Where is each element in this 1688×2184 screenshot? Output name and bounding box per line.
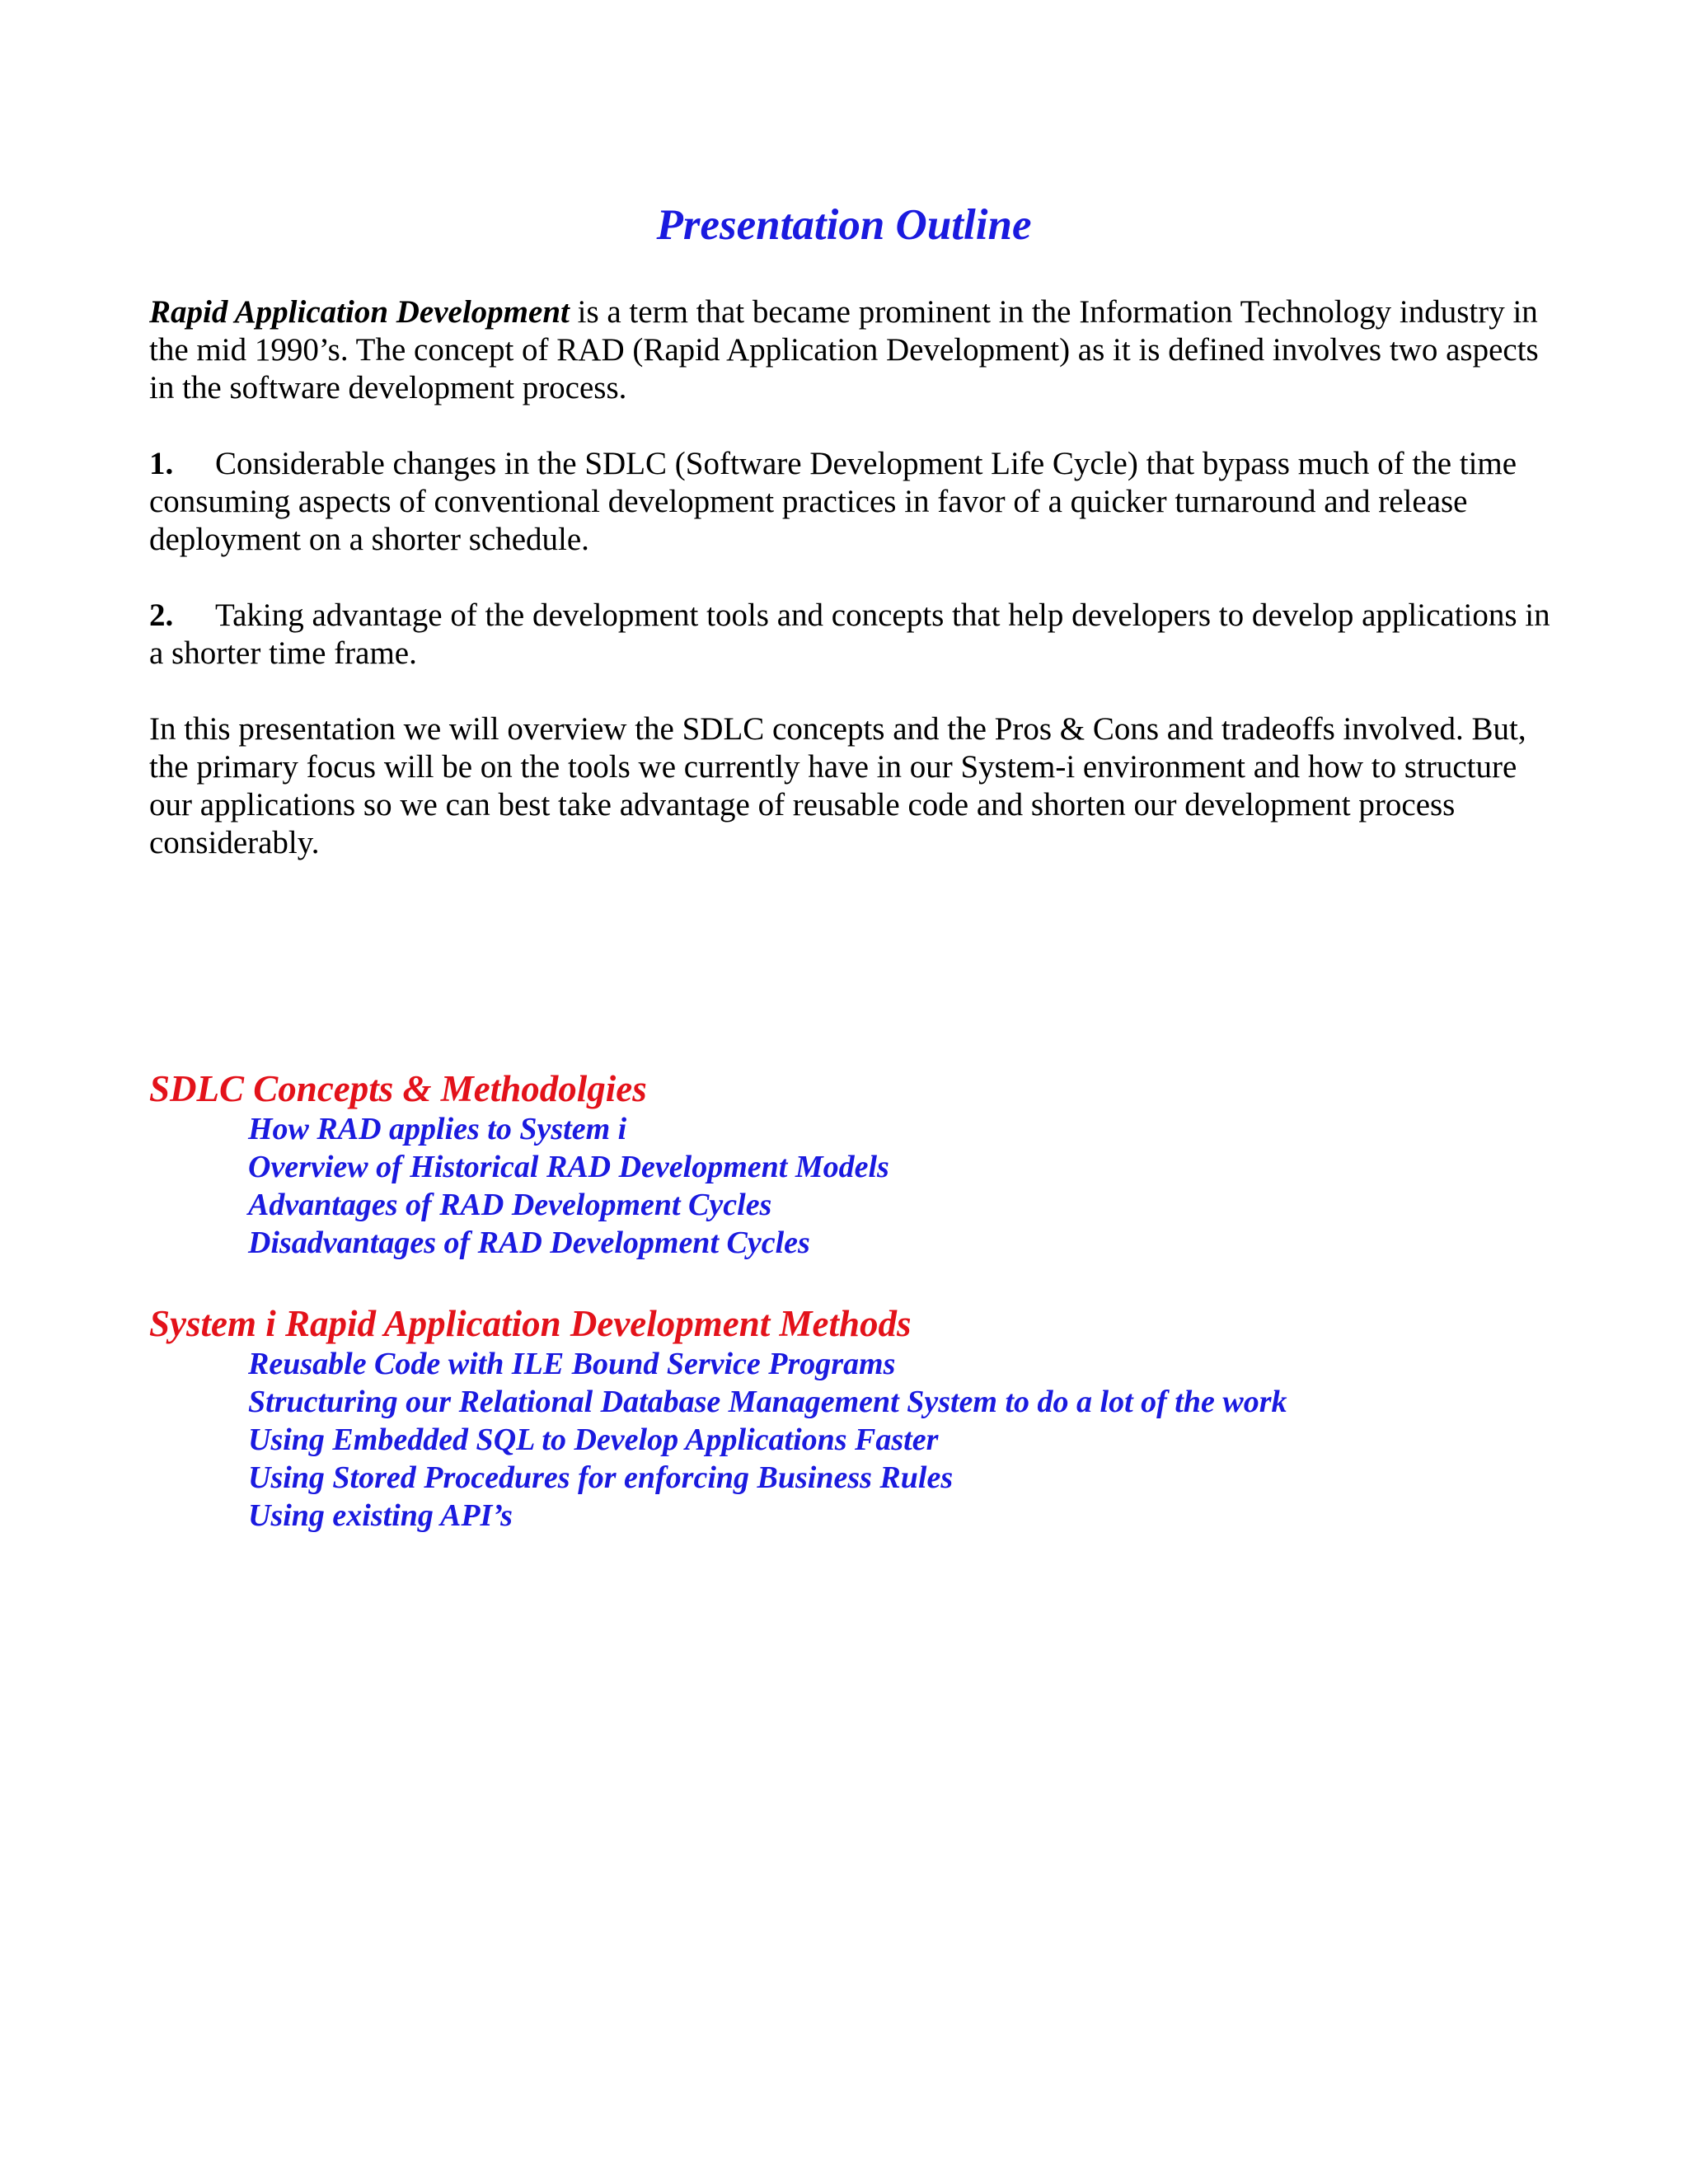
intro-text: is a term that became prominent in the Information Technology industry in the mid 1990’s. The concept of RAD (Rapid Application Development) as it is defined involves two aspects in the software development process. xyxy=(149,294,1539,405)
list-item: Reusable Code with ILE Bound Service Programs xyxy=(248,1347,896,1381)
point-text: Considerable changes in the SDLC (Software Development Life Cycle) that bypass much of the time consuming aspects of conventional development practices in favor of a quicker turnaround and release deployment on a shorter schedule. xyxy=(149,446,1517,557)
intro-lead-term: Rapid Application Development xyxy=(149,294,570,330)
list-item: How RAD applies to System i xyxy=(248,1112,627,1146)
section-rad-methods xyxy=(149,1302,1633,1535)
list-item: Using existing API’s xyxy=(248,1498,513,1533)
list-item: Advantages of RAD Development Cycles xyxy=(248,1188,772,1222)
list-item: Using Embedded SQL to Develop Applications Faster xyxy=(248,1422,939,1457)
list-item: Disadvantages of RAD Development Cycles xyxy=(248,1226,810,1260)
point-number: 2. xyxy=(149,598,174,633)
intro-paragraph xyxy=(149,293,1550,407)
point-text: Taking advantage of the development tools and concepts that help developers to develop applications in a shorter time frame. xyxy=(149,598,1550,671)
section-item-list xyxy=(149,1110,1633,1262)
section-sdlc-concepts xyxy=(149,1067,1633,1262)
closing-paragraph: In this presentation we will overview the SDLC concepts and the Pros & Cons and tradeoffs involved. But, the primary focus will be on the tools we currently have in our System-i environment and how to structure our applications so we can best take advantage of reusable code and shorten our development process considerably. xyxy=(149,711,1526,860)
list-item: Structuring our Relational Database Management System to do a lot of the work xyxy=(248,1385,1287,1419)
section-heading: System i Rapid Application Development Methods xyxy=(149,1303,912,1344)
list-item: Overview of Historical RAD Development Models xyxy=(248,1150,889,1184)
list-item: Using Stored Procedures for enforcing Business Rules xyxy=(248,1460,954,1495)
numbered-point-2 xyxy=(149,597,1550,673)
numbered-point-1 xyxy=(149,445,1550,559)
section-heading: SDLC Concepts & Methodolgies xyxy=(149,1068,647,1109)
point-number: 1. xyxy=(149,446,174,481)
page-title: Presentation Outline xyxy=(656,201,1032,249)
section-item-list xyxy=(149,1345,1633,1535)
